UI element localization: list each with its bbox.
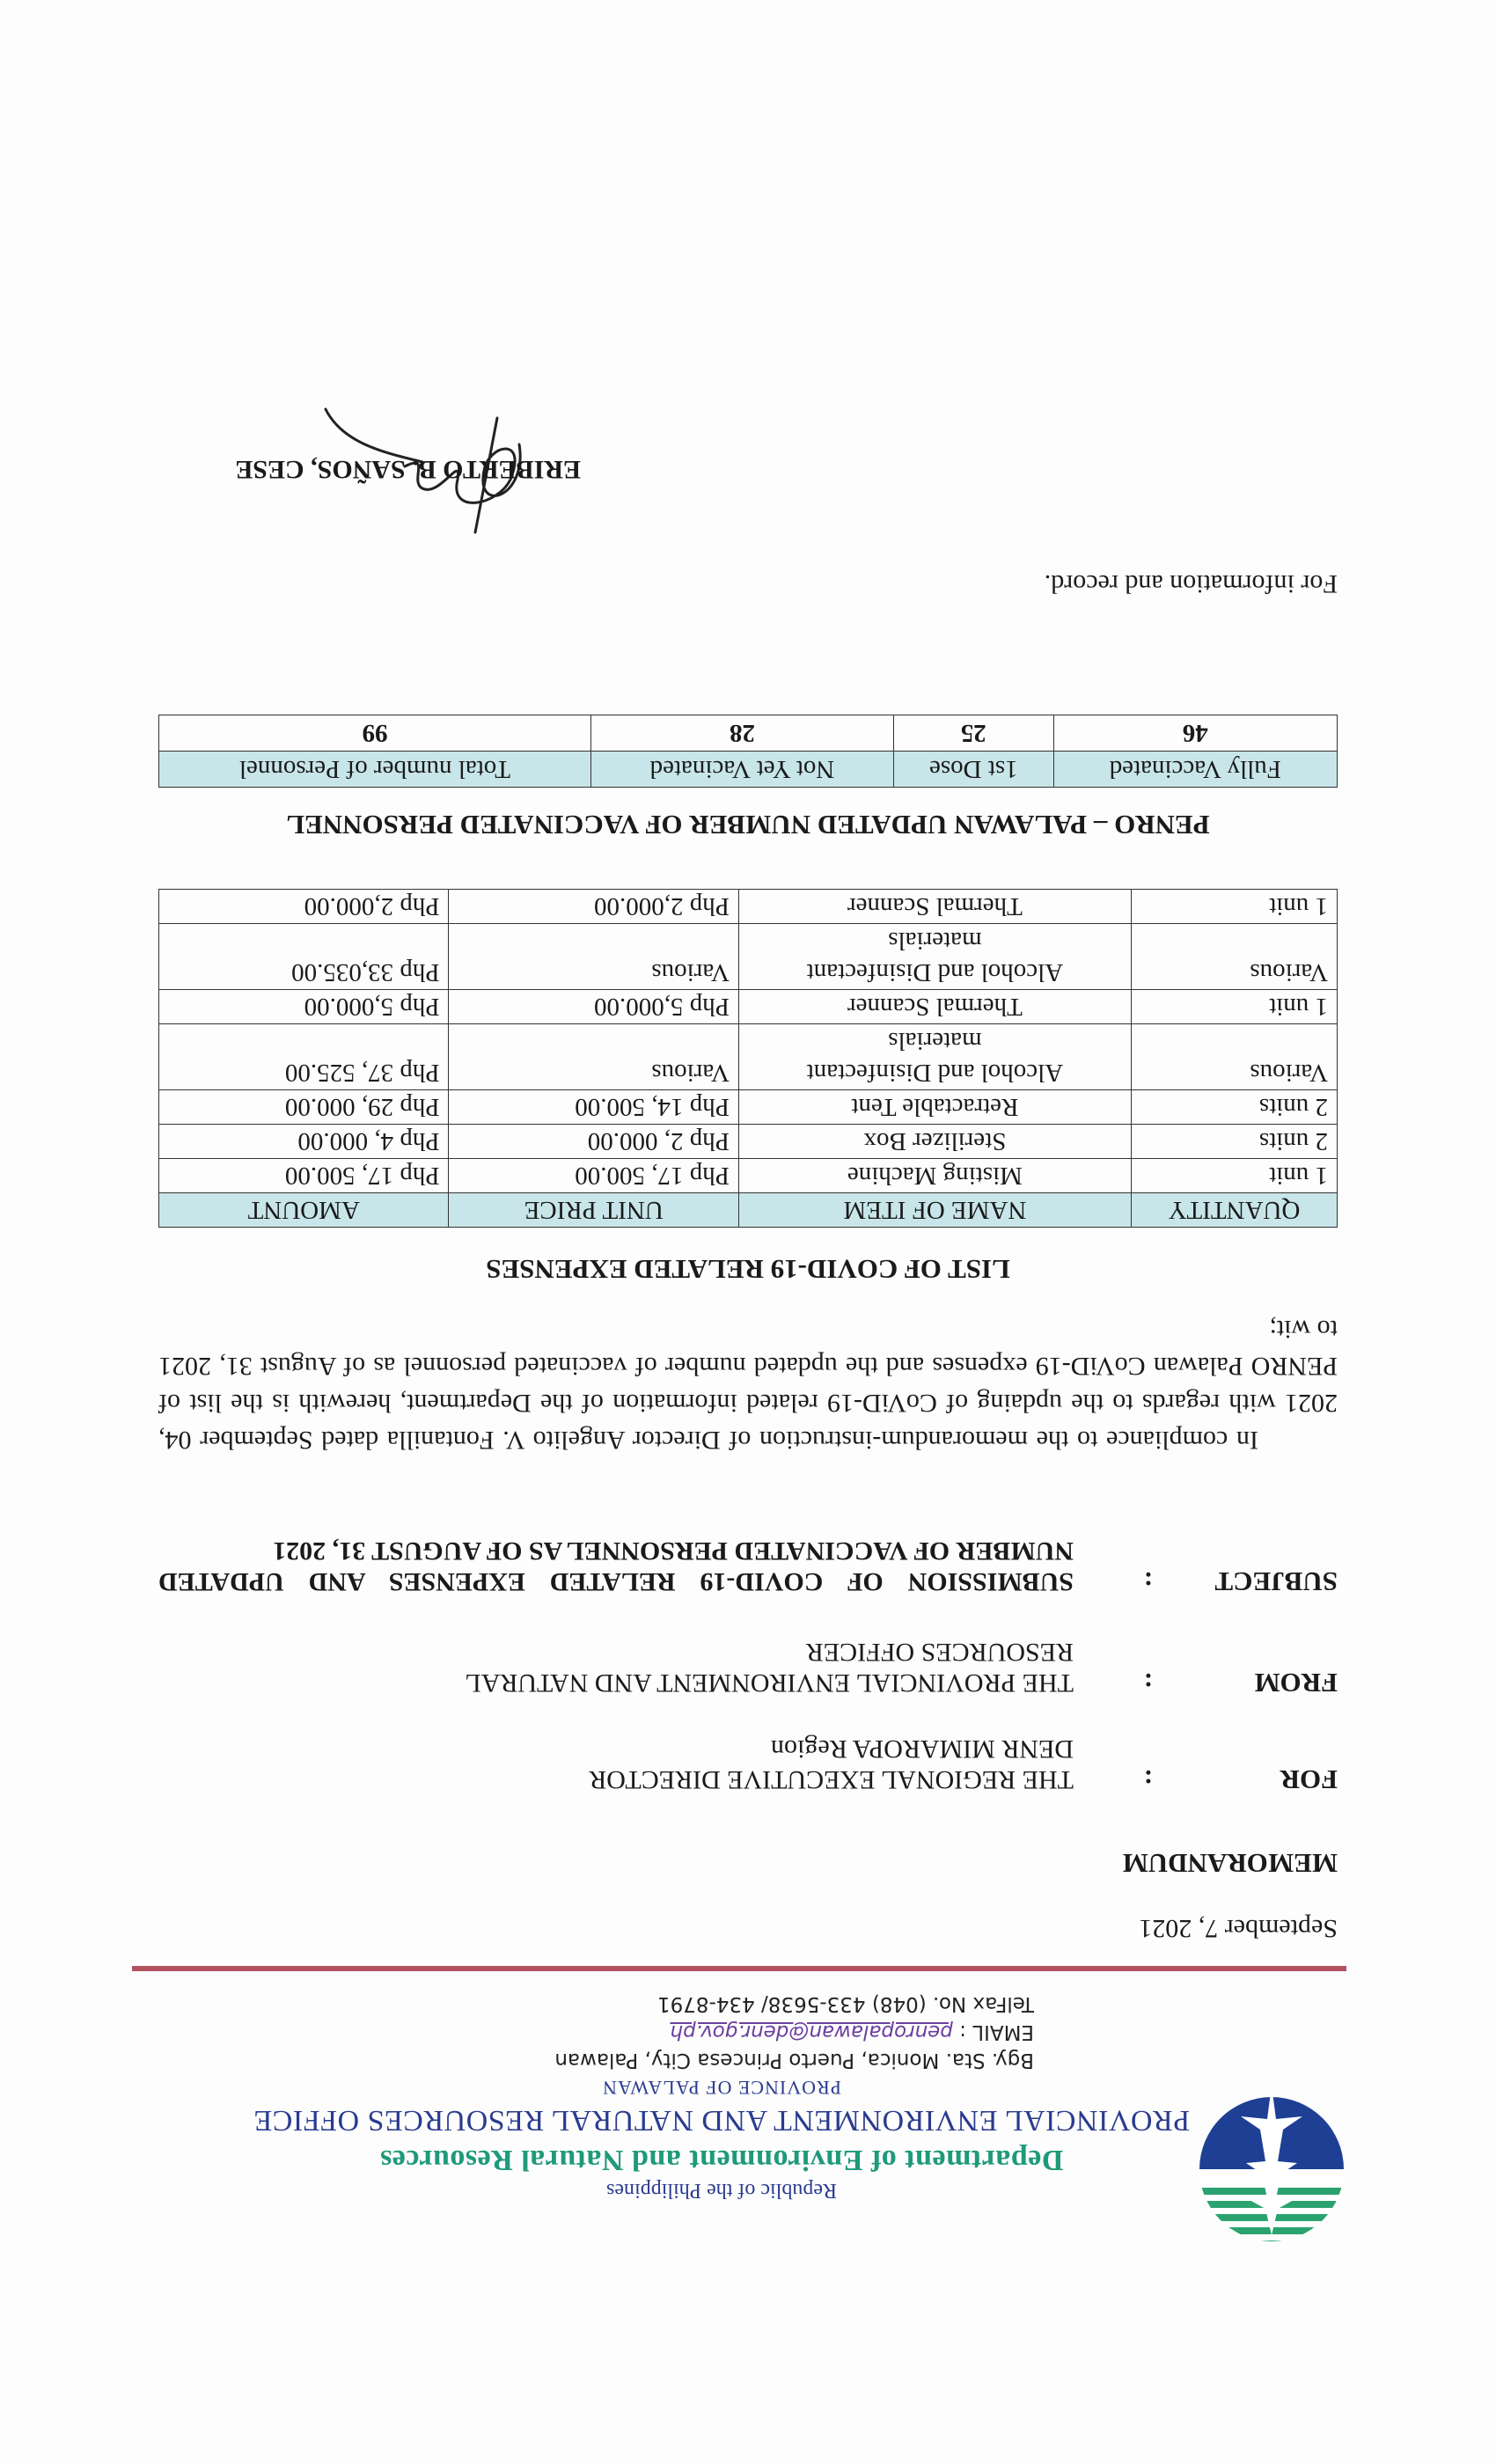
fully-vaccinated-count: 46 [1053, 715, 1337, 752]
unit-price-cell: Php 2,000.00 [449, 890, 738, 924]
for-line-1: THE REGIONAL EXECUTIVE DIRECTOR [589, 1765, 1074, 1794]
letterhead-province: PROVINCE OF PALAWAN [602, 2077, 841, 2099]
amount-cell: Php 37, 525.00 [159, 1024, 449, 1090]
letterhead-telfax: TelFax No. (048) 433-5638/ 434-8791 [657, 1992, 1034, 2015]
signatory-name: ERIBERTO B. SAÑOS, CESE [235, 455, 581, 484]
vaccination-header-row [159, 752, 1338, 788]
unit-price-cell: Php 17, 500.00 [449, 1159, 738, 1193]
letterhead-office: PROVINCIAL ENVIRONMENT AND NATURAL RESOURCES OFFICE [253, 2104, 1191, 2137]
from-value: THE PROVINCIAL ENVIRONMENT AND NATURAL RESOURCES OFFICER [466, 1638, 1074, 1698]
header-amount: AMOUNT [159, 1193, 449, 1228]
first-dose-count: 25 [894, 715, 1054, 752]
expense-row [159, 1159, 1338, 1193]
item-name-cell [738, 1024, 1131, 1090]
expense-row [159, 990, 1338, 1024]
vaccination-values-row [159, 715, 1338, 752]
expense-row [159, 1125, 1338, 1159]
amount-cell: Php 5,000.00 [159, 990, 449, 1024]
for-colon: : [1143, 1764, 1153, 1795]
memo-title: MEMORANDUM [1122, 1848, 1338, 1879]
amount-cell: Php 29, 000.00 [159, 1090, 449, 1125]
qty-cell: 1 unit [1131, 1159, 1337, 1193]
not-yet-vaccinated-count: 28 [590, 715, 893, 752]
expenses-title: LIST OF COVID-19 RELATED EXPENSES [486, 1254, 1010, 1285]
closing-line: For information and record. [1044, 569, 1338, 598]
letterhead-republic: Republic of the Philippines [606, 2179, 837, 2202]
expense-row [159, 890, 1338, 924]
qty-cell: Various [1131, 924, 1337, 990]
amount-cell: Php 17, 500.00 [159, 1159, 449, 1193]
subject-colon: : [1143, 1566, 1153, 1597]
subject-value: SUBMISSION OF COVID-19 RELATED EXPENSES AND UPDATED NUMBER OF VACCINATED PERSONNEL AS OF AUGUST 31, 2021 [158, 1536, 1074, 1596]
for-value [158, 1734, 1074, 1795]
for-line-2: DENR MIMAROPA Region [771, 1734, 1074, 1764]
qty-cell: 1 unit [1131, 890, 1337, 924]
item-name-cell: Thermal Scanner [738, 890, 1131, 924]
from-colon: : [1143, 1668, 1153, 1698]
vaccination-title: PENRO – PALAWAN UPDATED NUMBER OF VACCINATED PERSONNEL [286, 810, 1210, 840]
item-name-line-1: Alcohol and Disinfectant [806, 1059, 1064, 1087]
for-label: FOR [1280, 1764, 1338, 1795]
unit-price-cell: Various [449, 1024, 738, 1090]
letterhead-divider [132, 1966, 1346, 1971]
letterhead-department: Department of Environment and Natural Resources [379, 2144, 1064, 2176]
header-fully-vaccinated: Fully Vaccinated [1053, 752, 1337, 788]
expense-row [159, 924, 1338, 990]
unit-price-cell: Php 5,000.00 [449, 990, 738, 1024]
header-item-name: NAME OF ITEM [738, 1193, 1131, 1228]
unit-price-cell: Php 2, 000.00 [449, 1125, 738, 1159]
expense-row [159, 1090, 1338, 1125]
header-total-personnel: Total number of Personnel [159, 752, 591, 788]
item-name-line-2: materials [888, 1027, 982, 1055]
from-label: FROM [1254, 1668, 1338, 1698]
qty-cell: 1 unit [1131, 990, 1337, 1024]
vaccination-table [158, 715, 1338, 788]
header-not-yet-vaccinated: Not Yet Vacinated [590, 752, 893, 788]
memo-date: September 7, 2021 [1139, 1914, 1338, 1943]
email-label: EMAIL : [952, 2020, 1034, 2043]
total-personnel-count: 99 [159, 715, 591, 752]
item-name-line-1: Alcohol and Disinfectant [806, 958, 1064, 986]
denr-logo [1197, 2077, 1346, 2262]
intro-paragraph: In compliance to the memorandum-instruction of Director Angelito V. Fontanilla dated September 04, 2021 with regards to the updaing of CoViD-19 related information of the Department, herewith is the list of PENRO Palawan CoViD-19 expenses and the updated number of vaccinated personnel as of August 31, 2021 to wit; [158, 1315, 1338, 1455]
letterhead-address: Bgy. Sta. Monica, Puerto Princesa City, Palawan [554, 2049, 1034, 2072]
qty-cell: 2 units [1131, 1125, 1337, 1159]
unit-price-cell: Various [449, 924, 738, 990]
letterhead-email-line [671, 2020, 1035, 2043]
qty-cell: 2 units [1131, 1090, 1337, 1125]
amount-cell: Php 4, 000.00 [159, 1125, 449, 1159]
item-name-cell: Misting Machine [738, 1159, 1131, 1193]
qty-cell: Various [1131, 1024, 1337, 1090]
header-unit-price: UNIT PRICE [449, 1193, 738, 1228]
expenses-table [158, 889, 1338, 1228]
item-name-cell: Sterilizer Box [738, 1125, 1131, 1159]
amount-cell: Php 33,035.00 [159, 924, 449, 990]
header-first-dose: 1st Dose [894, 752, 1054, 788]
header-quantity: QUANTITY [1131, 1193, 1337, 1228]
amount-cell: Php 2,000.00 [159, 890, 449, 924]
item-name-cell: Retractable Tent [738, 1090, 1131, 1125]
item-name-cell [738, 924, 1131, 990]
item-name-line-2: materials [888, 927, 982, 955]
email-link[interactable]: penropalawan@denr.gov.ph [670, 2020, 953, 2043]
expense-row [159, 1024, 1338, 1090]
expenses-header-row [159, 1193, 1338, 1228]
unit-price-cell: Php 14, 500.00 [449, 1090, 738, 1125]
subject-label: SUBJECT [1214, 1566, 1338, 1597]
item-name-cell: Thermal Scanner [738, 990, 1131, 1024]
